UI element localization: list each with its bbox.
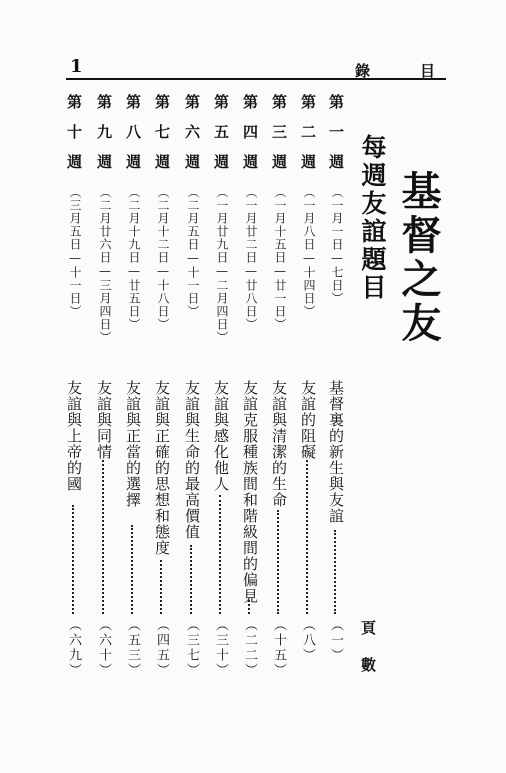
- topic-title: 友誼與正當的選擇: [124, 380, 142, 508]
- leader-dots: [248, 600, 254, 614]
- week-dates: （一月一日—七日）: [330, 186, 344, 305]
- week-dates: （二月廿六日—三月四日）: [98, 186, 112, 344]
- page-ref: （一）: [328, 618, 343, 663]
- leader-dots: [219, 495, 225, 614]
- page-ref: （六九）: [66, 618, 81, 678]
- topic-title: 友誼與正確的思想和態度: [153, 380, 171, 556]
- week-dates: （一月廿二日—廿八日）: [244, 186, 258, 331]
- leader-dots: [277, 510, 283, 614]
- leader-dots: [160, 560, 166, 614]
- week-dates: （二月十二日—十八日）: [156, 186, 170, 331]
- topic-title: 友誼克服種族間和階級間的偏見: [241, 380, 259, 604]
- leader-dots: [131, 525, 137, 614]
- topic-title: 友誼與同情: [95, 380, 113, 460]
- week-label: 第五週: [212, 94, 230, 184]
- week-label: 第二週: [299, 94, 317, 184]
- week-dates: （一月十五日—廿一日）: [273, 186, 287, 331]
- topic-title: 友誼與上帝的國: [65, 380, 83, 492]
- page-ref: （四五）: [154, 618, 169, 678]
- page-ref: （八）: [300, 618, 315, 663]
- book-title: 基督之友: [395, 170, 442, 346]
- week-label: 第七週: [153, 94, 171, 184]
- page-ref: （六十）: [96, 618, 111, 678]
- topic-title: 友誼與清潔的生命: [270, 380, 288, 508]
- week-dates: （一月廿九日—二月四日）: [215, 186, 229, 344]
- leader-dots: [72, 505, 78, 614]
- page-ref: （二二）: [242, 618, 257, 678]
- page-ref: （十五）: [271, 618, 286, 678]
- header-label-mu: 目: [420, 62, 436, 80]
- week-dates: （二月十九日—廿五日）: [127, 186, 141, 331]
- topic-title: 友誼與感化他人: [212, 380, 230, 492]
- week-label: 第一週: [327, 94, 345, 184]
- week-label: 第三週: [270, 94, 288, 184]
- topic-title: 友誼與生命的最高價值: [183, 380, 201, 540]
- header-label-lu: 錄: [355, 62, 371, 80]
- page-ref: （三十）: [213, 618, 228, 678]
- leader-dots: [190, 545, 196, 614]
- week-label: 第八週: [124, 94, 142, 184]
- week-label: 第九週: [95, 94, 113, 184]
- toc-subtitle: 每週友誼題目: [358, 134, 387, 302]
- page-column-heading: 頁數: [359, 620, 377, 694]
- topic-title: 友誼的阻礙: [299, 380, 317, 460]
- header-rule: [66, 78, 446, 80]
- week-label: 第四週: [241, 94, 259, 184]
- week-dates: （一月八日—十四日）: [302, 186, 316, 318]
- leader-dots: [334, 530, 340, 614]
- page-ref: （三七）: [184, 618, 199, 678]
- leader-dots: [306, 460, 312, 614]
- week-label: 第十週: [65, 94, 83, 184]
- page-ref: （五三）: [125, 618, 140, 678]
- leader-dots: [102, 460, 108, 614]
- topic-title: 基督裏的新生與友誼: [327, 380, 345, 524]
- page-number: 1: [70, 56, 83, 77]
- week-dates: （二月五日—十一日）: [186, 186, 200, 318]
- week-label: 第六週: [183, 94, 201, 184]
- week-dates: （三月五日—十一日）: [68, 186, 82, 318]
